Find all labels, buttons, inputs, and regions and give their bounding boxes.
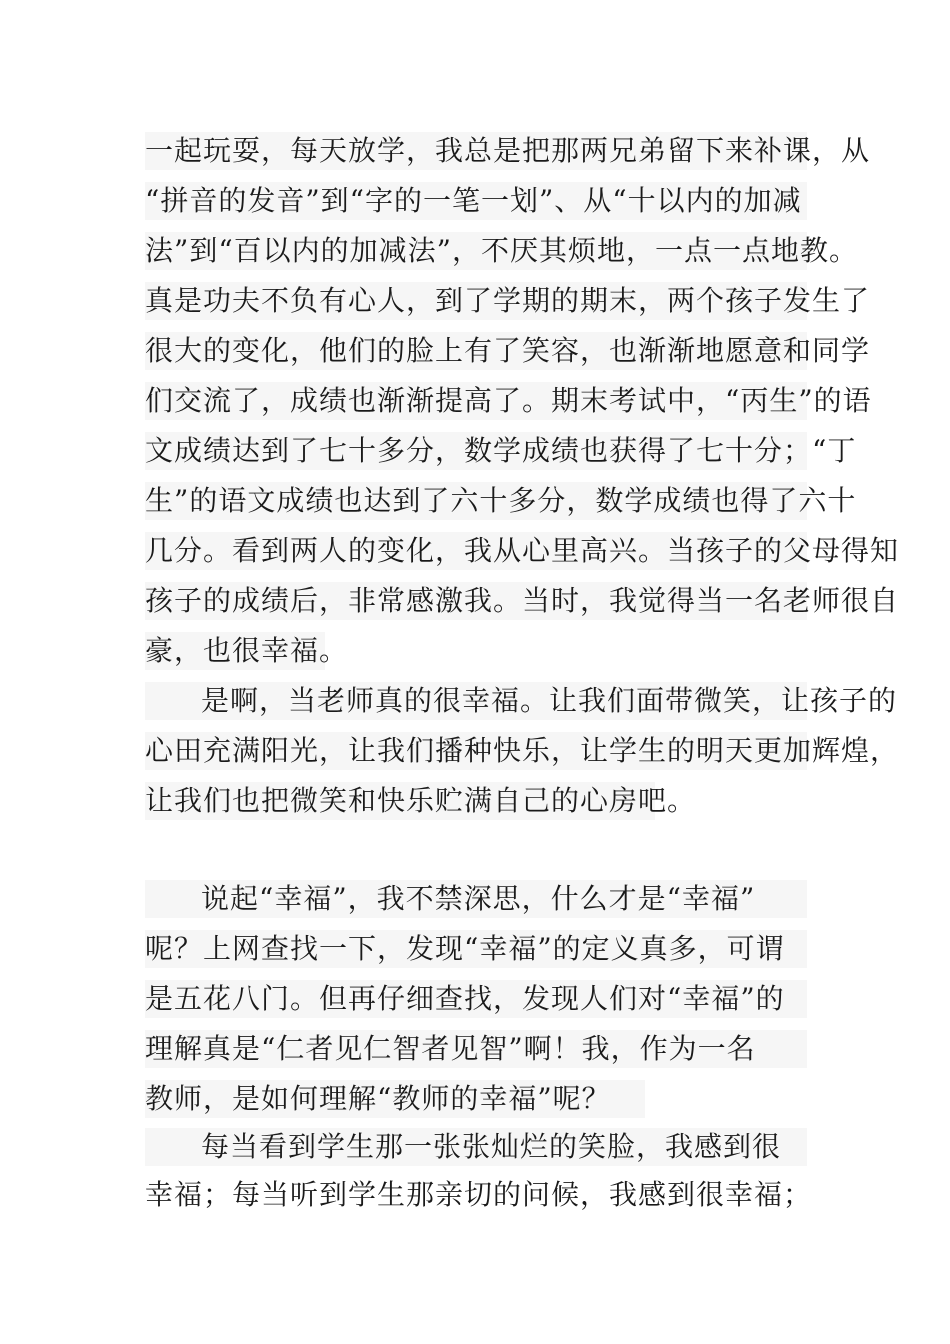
- text-line: 幸福；每当听到学生那亲切的问候，我感到很幸福；: [145, 1178, 813, 1211]
- text-line: 理解真是“仁者见仁智者见智”啊！我，作为一名: [145, 1030, 807, 1068]
- text-line: 豪，也很幸福。: [145, 632, 325, 670]
- text-line: 们交流了，成绩也渐渐提高了。期末考试中，“丙生”的语: [145, 382, 807, 420]
- text-line: 教师，是如何理解“教师的幸福”呢？: [145, 1080, 645, 1118]
- text-line: 文成绩达到了七十多分，数学成绩也获得了七十分；“丁: [145, 432, 807, 470]
- text-line: 让我们也把微笑和快乐贮满自己的心房吧。: [145, 782, 655, 820]
- text-line: 很大的变化，他们的脸上有了笑容，也渐渐地愿意和同学: [145, 332, 807, 370]
- text-line: 是五花八门。但再仔细查找，发现人们对“幸福”的: [145, 980, 807, 1018]
- paragraph-first-line: 说起“幸福”，我不禁深思，什么才是“幸福”: [145, 880, 807, 918]
- text-line: 心田充满阳光，让我们播种快乐，让学生的明天更加辉煌，: [145, 732, 807, 770]
- text-line: 一起玩耍，每天放学，我总是把那两兄弟留下来补课，从: [145, 132, 807, 170]
- text-line: 生”的语文成绩也达到了六十多分，数学成绩也得了六十: [145, 482, 807, 520]
- text-line: 法”到“百以内的加减法”，不厌其烦地，一点一点地教。: [145, 232, 807, 270]
- text-line: 几分。看到两人的变化，我从心里高兴。当孩子的父母得知: [145, 532, 807, 570]
- paragraph-first-line: 是啊，当老师真的很幸福。让我们面带微笑，让孩子的: [145, 682, 807, 720]
- text-line: 孩子的成绩后，非常感激我。当时，我觉得当一名老师很自: [145, 582, 807, 620]
- text-line: 呢？上网查找一下，发现“幸福”的定义真多，可谓: [145, 930, 807, 968]
- text-line: “拼音的发音”到“字的一笔一划”、从“十以内的加减: [145, 182, 807, 220]
- paragraph-first-line: 每当看到学生那一张张灿烂的笑脸，我感到很: [145, 1128, 807, 1166]
- text-line: 真是功夫不负有心人，到了学期的期末，两个孩子发生了: [145, 282, 807, 320]
